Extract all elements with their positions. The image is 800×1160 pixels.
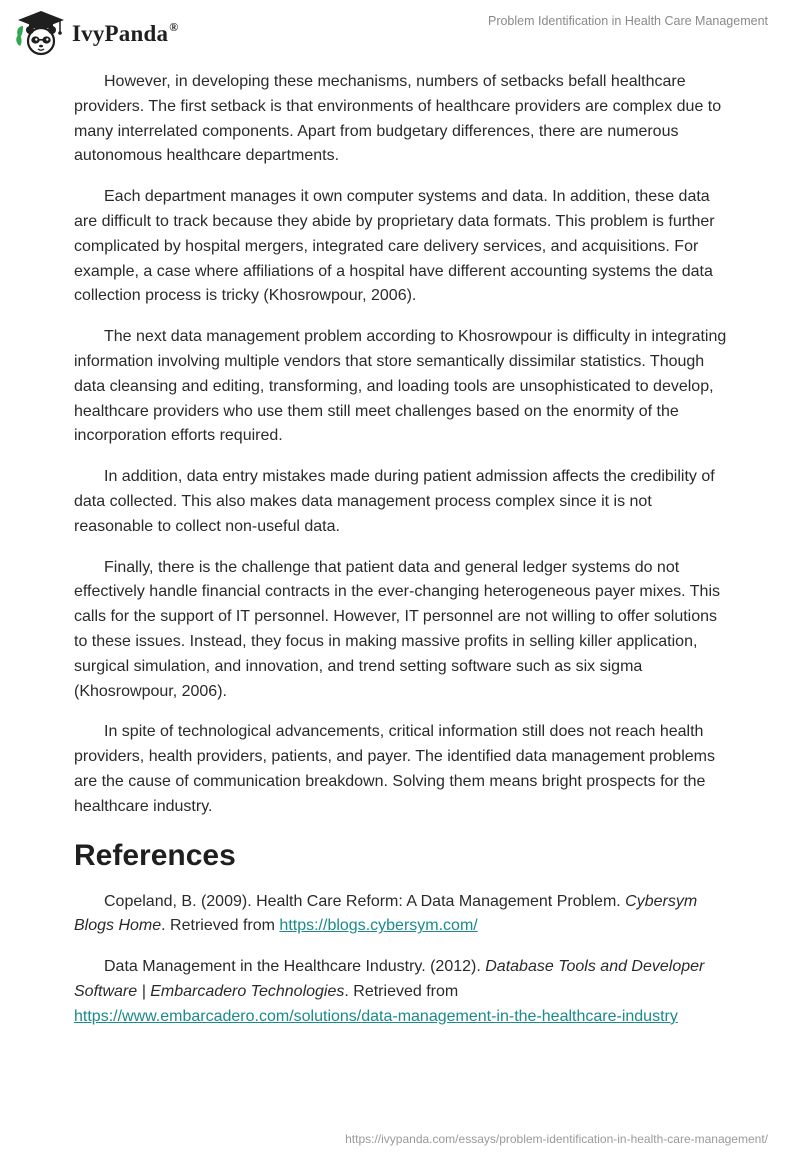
reference-text: . Retrieved from <box>161 917 280 935</box>
references-heading: References <box>74 838 236 872</box>
reference-link[interactable]: https://www.embarcadero.com/solutions/data-management-in-the-healthcare-industry <box>74 1007 678 1025</box>
brand-name: IvyPanda® <box>72 19 179 46</box>
reference-source: Database Tools and Developer Software | Embarcadero Technologies <box>74 958 705 1000</box>
body-paragraph: In addition, data entry mistakes made during patient admission affects the credibility of data collected. This also makes data management process complex since it is not reasonable to collect non-useful data. <box>74 468 715 535</box>
essay-content <box>74 70 734 1046</box>
page-header <box>0 0 800 64</box>
body-paragraph: However, in developing these mechanisms, numbers of setbacks befall healthcare providers. The first setback is that environments of healthcare providers are complex due to many interrelated components. Apart from budgetary differences, there are numerous autonomous healthcare departments. <box>74 73 722 165</box>
body-paragraph: Each department manages it own computer systems and data. In addition, these data are difficult to track because they abide by proprietary data formats. This problem is further complicated by hospital mergers, integrated care delivery services, and acquisitions. For example, a case where affiliations of a hospital have different accounting systems the data collection process is tricky (Khosrowpour, 2006). <box>74 188 715 305</box>
reference-text: Copeland, B. (2009). Health Care Reform: A Data Management Problem. <box>104 892 626 910</box>
reference-item <box>74 890 734 940</box>
panda-graduate-icon <box>14 8 68 56</box>
reference-item <box>74 955 734 1029</box>
body-paragraph: In spite of technological advancements, critical information still does not reach health providers, health providers, patients, and payer. The identified data management problems are the cause of communication breakdown. Solving them means bright prospects for the healthcare industry. <box>74 723 715 815</box>
body-paragraph: The next data management problem according to Khosrowpour is difficulty in integrating information involving multiple vendors that store semantically dissimilar statistics. Though data cleansing and editing, transforming, and loading tools are unsophisticated to develop, healthcare providers who use them still meet challenges based on the enormity of the incorporation efforts required. <box>74 328 727 445</box>
document-title: Problem Identification in Health Care Management <box>487 14 768 28</box>
ivypanda-logo[interactable] <box>14 8 204 56</box>
body-paragraph: Finally, there is the challenge that patient data and general ledger systems do not effectively handle financial contracts in the ever-changing heterogeneous payer mixes. This calls for the support of IT personnel. However, IT personnel are not willing to offer solutions to these issues. Instead, they focus in making massive profits in selling killer application, surgical simulation, and innovation, and trend setting software such as six sigma (Khosrowpour, 2006). <box>74 558 721 700</box>
footer-url: https://ivypanda.com/essays/problem-identification-in-health-care-management/ <box>345 1132 768 1146</box>
reference-text: Data Management in the Healthcare Industry. (2012). <box>104 958 486 976</box>
reference-link[interactable]: https://blogs.cybersym.com/ <box>279 917 478 935</box>
reference-source: Cybersym Blogs Home <box>74 892 698 935</box>
reference-text: . Retrieved from <box>344 982 459 1000</box>
